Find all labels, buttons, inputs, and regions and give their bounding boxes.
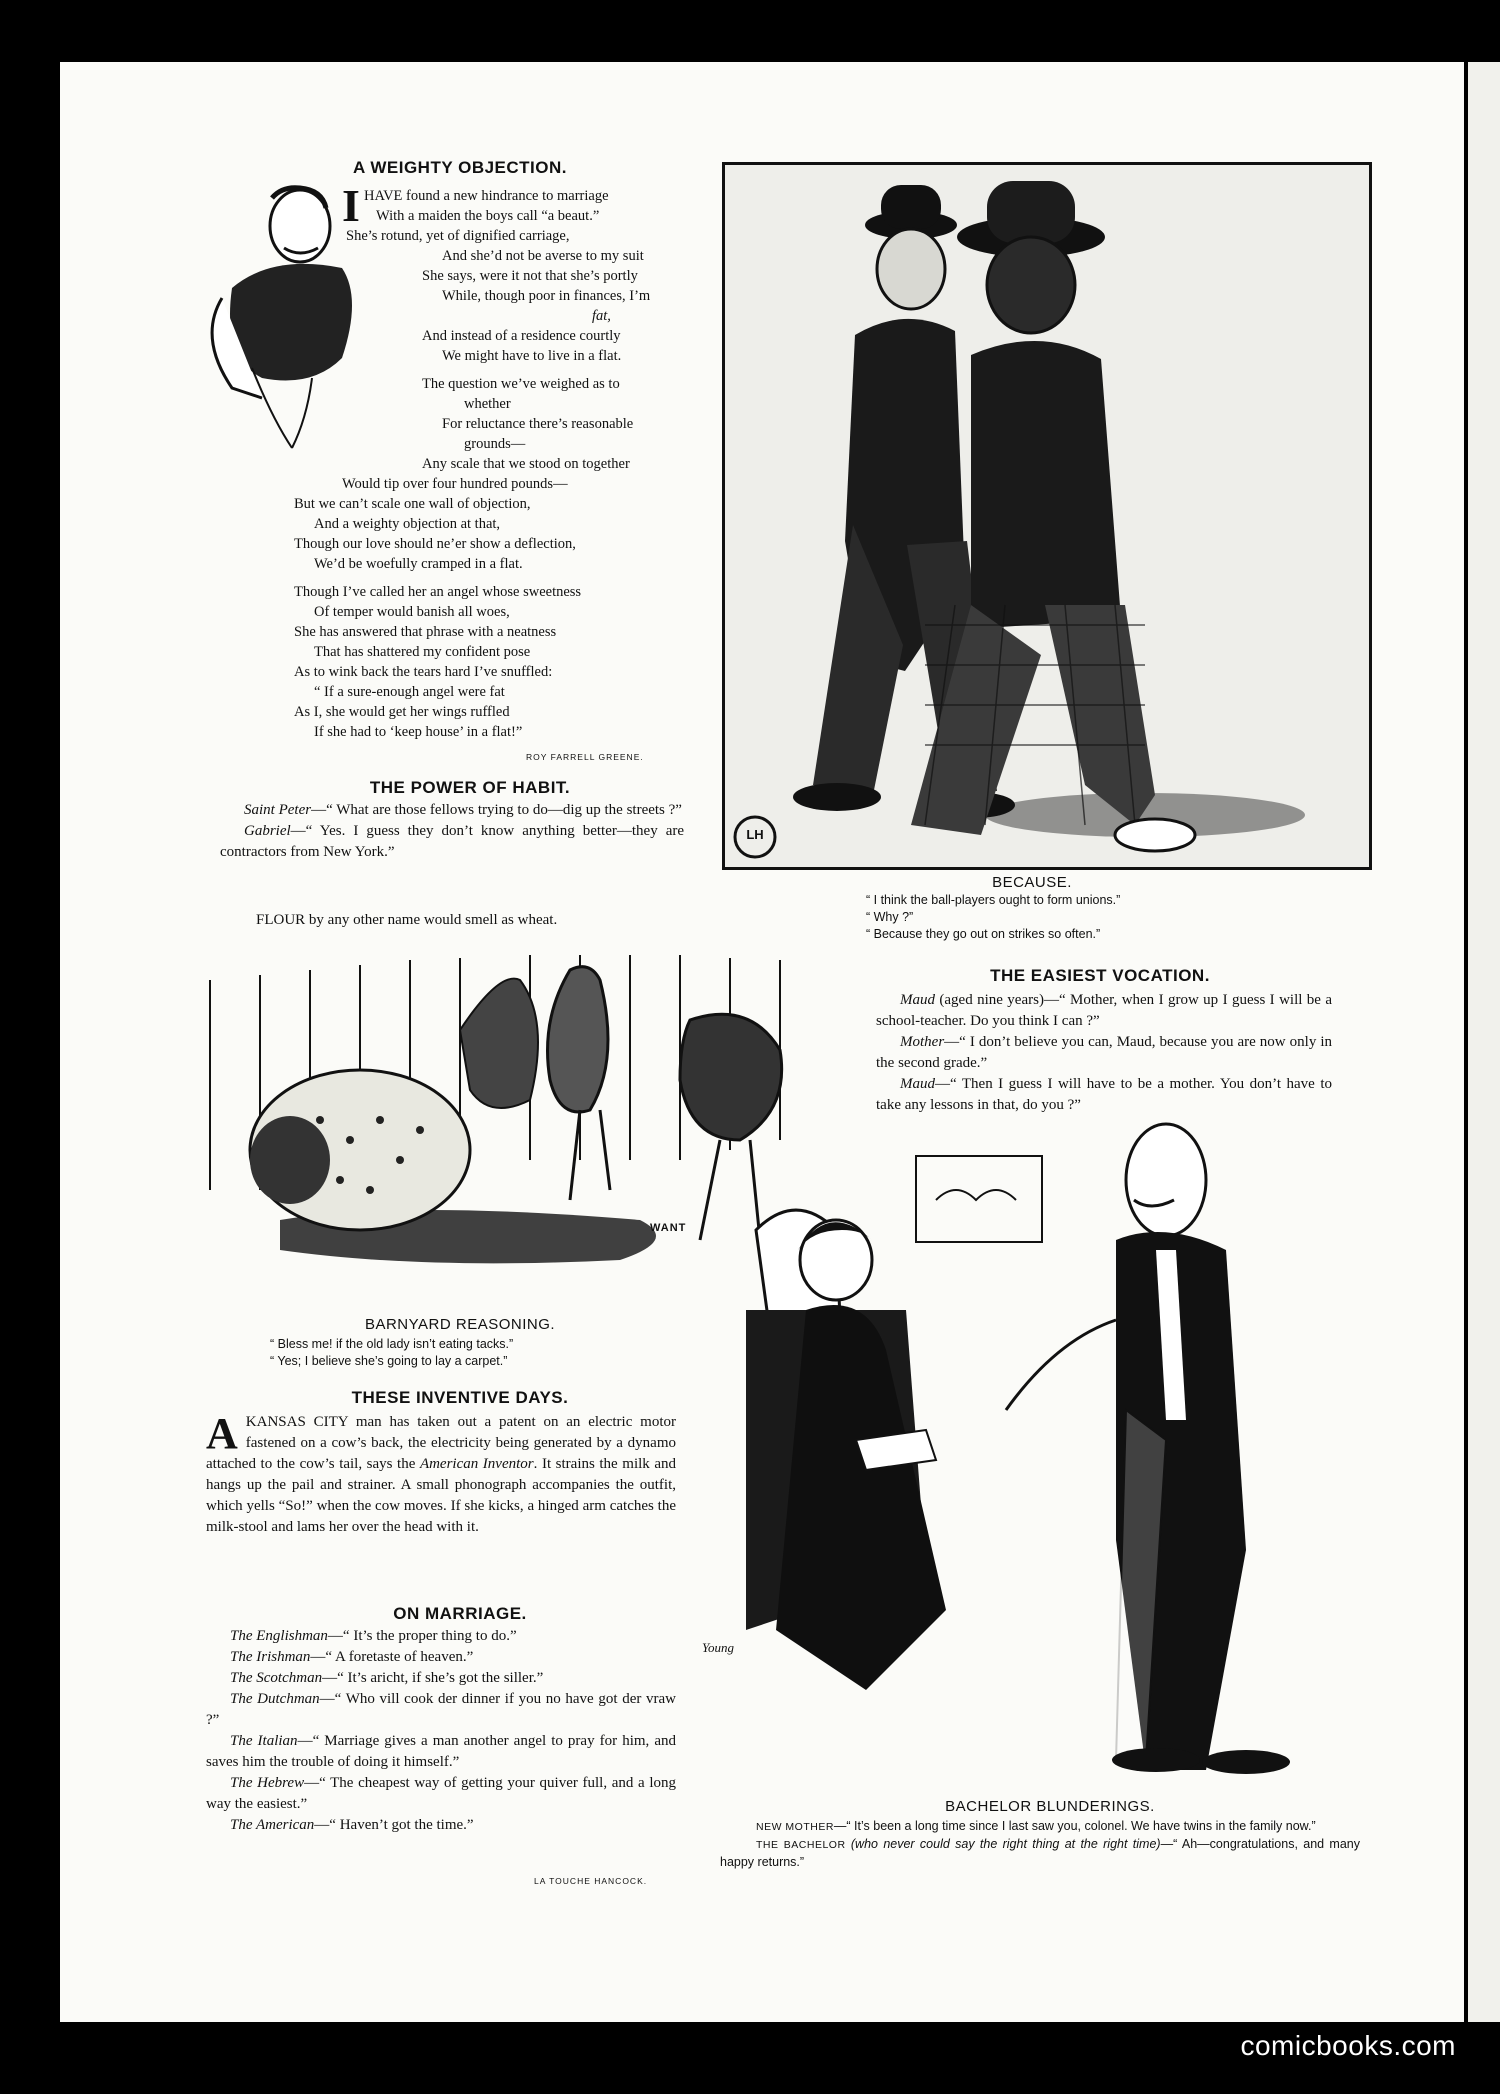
poem-line: grounds— [464,436,526,452]
poem-line: While, though poor in finances, I’m [442,288,651,304]
dialogue: —“ It’s been a long time since I last saw you, colonel. We have twins in the family now.” [833,1819,1316,1833]
poem-line: HAVE found a new hindrance to marriage [364,188,609,204]
dialogue: —“ What are those fellows trying to do—dig up the streets ?” [311,802,682,818]
dialogue: —“ It’s the proper thing to do.” [327,1628,517,1644]
marriage-text [206,1626,676,1836]
speaker: Maud [900,1076,935,1092]
speaker: Maud [900,992,935,1008]
poem-line: Of temper would banish all woes, [314,604,510,620]
dialogue: —“ The cheapest way of getting your quiver full, and a long way the easiest.” [206,1775,676,1812]
bachelor-artist-signature: Young [702,1640,735,1655]
poem-line: But we can’t scale one wall of objection, [294,496,531,512]
weighty-poem [294,180,702,742]
poem-line: She’s rotund, yet of dignified carriage, [346,228,570,244]
dialogue: —“ Who vill cook der dinner if you no have got der vraw ?” [206,1691,676,1728]
poem-line: And she’d not be averse to my suit [442,248,644,264]
inventive-body-start: KANSAS CITY man has taken out a patent on an electric motor fastened on a cow’s back, the electricity being generated by a dynamo attached to the cow’s tail, says the [206,1414,676,1472]
barnyard-text [270,1336,690,1370]
flour-quip: FLOUR by any other name would smell as wheat. [256,912,558,928]
speaker: The Scotchman [230,1670,323,1686]
caption-line: “ Yes; I believe she’s going to lay a carpet.” [270,1354,508,1368]
poem-line: She says, were it not that she’s portly [422,268,638,284]
poem-line: As I, she would get her wings ruffled [294,704,510,720]
speaker: Mother [900,1034,945,1050]
dialogue: —“ Marriage gives a man another angel to pray for him, and saves him the trouble of doing it himself.” [206,1733,676,1770]
speaker: The Italian [230,1733,298,1749]
bachelor-title: BACHELOR BLUNDERINGS. [945,1798,1155,1815]
site-watermark: comicbooks.com [1240,2030,1456,2061]
marriage-title: ON MARRIAGE. [393,1604,527,1623]
easiest-title: THE EASIEST VOCATION. [990,966,1210,985]
easiest-text [876,990,1332,1116]
because-text [866,892,1346,943]
because-title: BECAUSE. [992,874,1072,891]
marriage-signature: LA TOUCHE HANCOCK. [534,1876,648,1886]
speaker: The Irishman [230,1649,311,1665]
barnyard-title: BARNYARD REASONING. [364,1316,556,1333]
bachelor-text [720,1818,1360,1871]
power-title: THE POWER OF HABIT. [369,778,571,797]
weighty-dropcap: I [342,180,360,231]
poem-line: We might have to live in a flat. [442,348,622,364]
weighty-title: A WEIGHTY OBJECTION. [352,158,568,177]
speaker: Gabriel [244,823,291,839]
facing-page-edge [1468,62,1500,2022]
dialogue: —“ Haven’t got the time.” [314,1817,474,1833]
bachelor-aside: (who never could say the right thing at the right time) [850,1837,1161,1851]
bachelor-illustration [686,1110,1346,1790]
artist-monogram: LH [746,827,764,842]
power-text [220,800,684,863]
speaker: The Dutchman [230,1691,320,1707]
poem-line: With a maiden the boys call “a beaut.” [376,208,600,224]
poem-line: fat, [592,308,611,324]
caption-line: “ I think the ball-players ought to form unions.” [866,893,1121,907]
dialogue: —“ Yes. I guess they don’t know anything better—they are contractors from New York.” [220,823,684,860]
caption-line: “ Bless me! if the old lady isn’t eating tacks.” [270,1337,514,1351]
poem-line: Though I’ve called her an angel whose sweetness [294,584,582,600]
poem-line: As to wink back the tears hard I’ve snuffled: [294,664,553,680]
speaker: Saint Peter [244,802,312,818]
inventive-dropcap: A [206,1409,238,1458]
poem-line: Though our love should ne’er show a deflection, [294,536,576,552]
poem-line: That has shattered my confident pose [314,644,531,660]
dialogue: —“ It’s aricht, if she’s got the siller.” [322,1670,544,1686]
speaker: The American [230,1817,315,1833]
poem-line: “ If a sure-enough angel were fat [314,684,505,700]
inventive-title: THESE INVENTIVE DAYS. [351,1388,569,1407]
inventive-source: American Inventor [419,1456,534,1472]
two-men-illustration [722,162,1372,870]
dialogue: —“ I don’t believe you can, Maud, because you are now only in the second grade.” [876,1034,1332,1071]
dialogue: —“ Ah—congratulations, and many happy returns.” [720,1837,1361,1869]
poem-line: Any scale that we stood on together [422,456,630,472]
poem-line: For reluctance there’s reasonable [442,416,634,432]
caption-line: “ Because they go out on strikes so often.” [866,927,1101,941]
poem-line: And a weighty objection at that, [314,516,501,532]
inventive-text [206,1409,676,1538]
poem-line: The question we’ve weighed as to [422,376,620,392]
inventive-body-end: . It strains the milk and hangs up the pail and strainer. A small phonograph accompanies the outfit, which yells “So!” when the cow moves. If she kicks, a hinged arm catches the milk-stool and lams her over the head with it. [206,1456,676,1535]
fat-man-illustration [192,178,362,456]
dialogue: —“ A foretaste of heaven.” [310,1649,474,1665]
weighty-signature: ROY FARRELL GREENE. [526,752,644,762]
poem-line: And instead of a residence courtly [422,328,621,344]
speaker-label: THE BACHELOR [756,1839,846,1851]
poem-line: We’d be woefully cramped in a flat. [314,556,523,572]
dialogue: —“ Then I guess I will have to be a mother. You don’t have to take any lessons in that, do you ?” [876,1076,1332,1113]
speaker: The Hebrew [230,1775,305,1791]
poem-line: If she had to ‘keep house’ in a flat!” [314,724,523,740]
speaker-label: NEW MOTHER [756,1821,834,1833]
poem-line: whether [464,396,511,412]
poem-line: Would tip over four hundred pounds— [342,476,568,492]
caption-line: “ Why ?” [866,910,914,924]
speaker: The Englishman [230,1628,328,1644]
dialogue: (aged nine years)—“ Mother, when I grow up I guess I will be a school-teacher. Do you think I can ?” [876,992,1332,1029]
barnyard-artist-signature: WANT [650,1222,687,1234]
poem-line: She has answered that phrase with a neatness [294,624,557,640]
